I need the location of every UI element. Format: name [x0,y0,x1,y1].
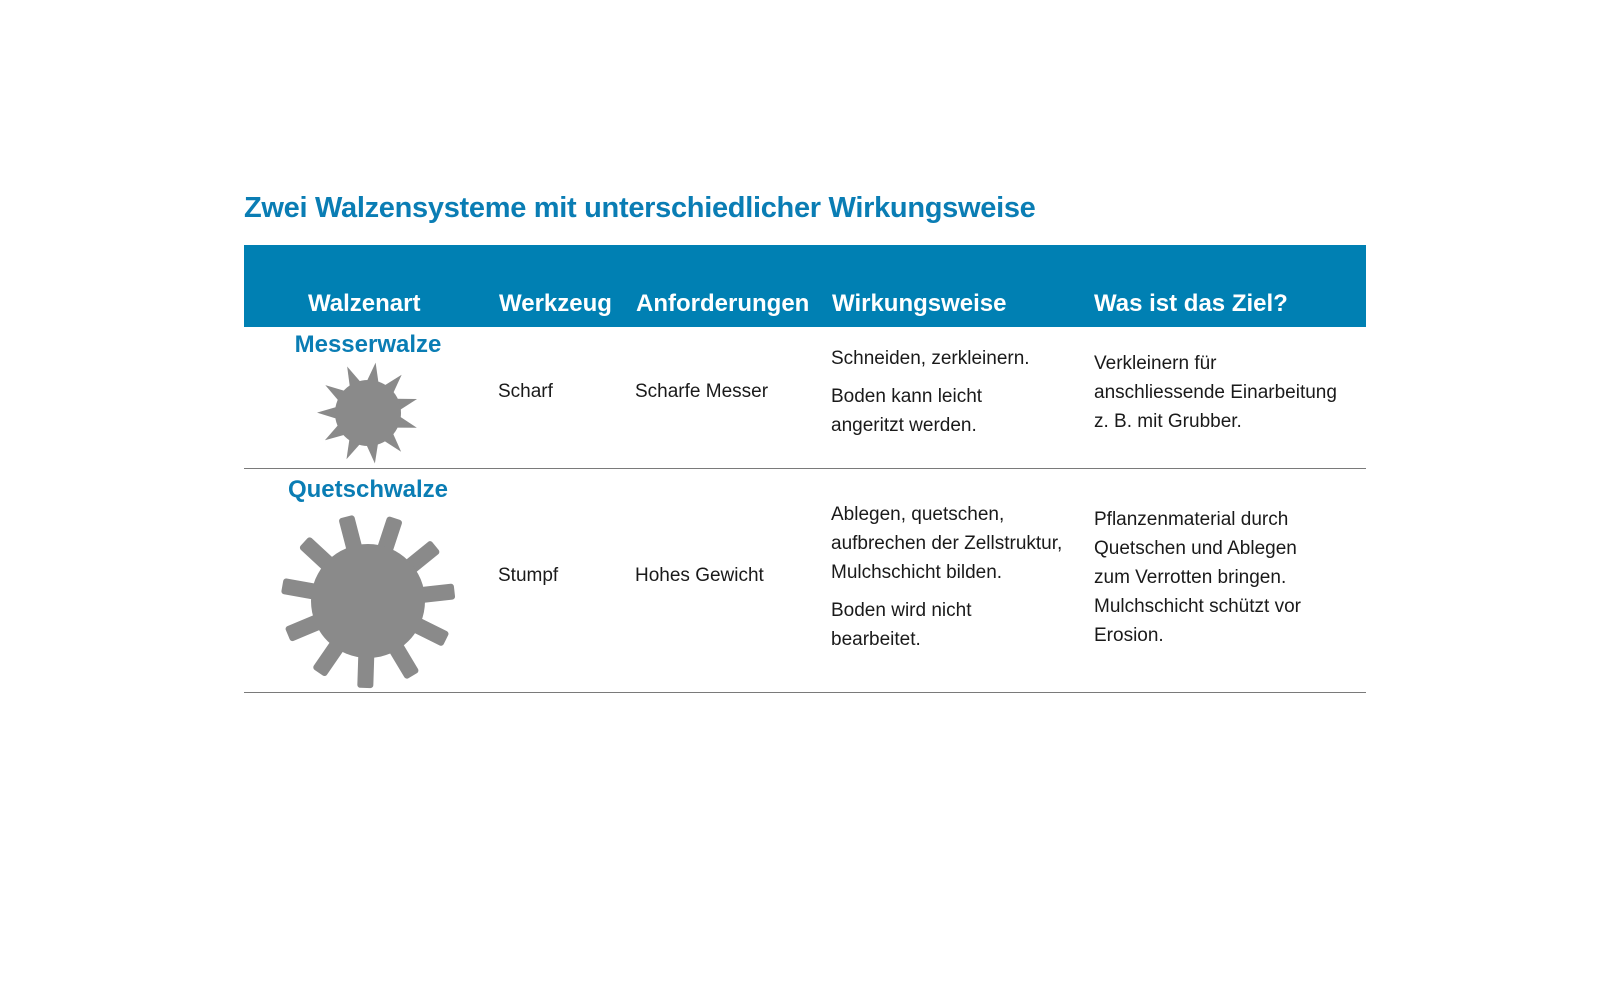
crimp-roller-body [311,544,425,658]
ziel-line: anschliessende Einarbeitung [1094,382,1337,403]
ziel-line: zum Verrotten bringen. [1094,567,1287,588]
table-header [244,245,1366,327]
comparison-table [244,245,1366,693]
header-walzenart: Walzenart [308,290,421,317]
ziel-line: Verkleinern für [1094,353,1217,374]
wirkungsweise-text: Boden wird nicht bearbeitet. [831,600,972,650]
header-anforderungen: Anforderungen [636,290,810,317]
knife-roller-icon [316,361,420,465]
cell-wirkungsweise-quetschwalze [831,500,1062,654]
crimp-roller-icon [278,511,458,691]
wirkungsweise-text: Boden kann leicht angeritzt werden. [831,386,983,436]
page-title: Zwei Walzensysteme mit unterschiedlicher Wirkungsweise [244,192,1036,224]
ziel-line: z. B. mit Grubber. [1094,411,1242,432]
ziel-line: Mulchschicht schützt vor [1094,596,1301,617]
cell-wirkungsweise-messerwalze [831,344,1030,440]
table-row-messerwalze [244,327,1366,469]
roller-name-quetschwalze: Quetschwalze [287,476,449,503]
cell-werkzeug-quetschwalze: Stumpf [498,565,559,586]
ziel-line: Pflanzenmaterial durch [1094,509,1289,530]
cell-ziel-messerwalze [1094,349,1337,436]
cell-ziel-quetschwalze [1094,505,1301,650]
knife-spike [317,407,338,419]
wirkungsweise-text: Ablegen, quetschen, aufbrechen der Zellstruktur, Mulchschicht bilden. [831,504,1063,583]
wirkungsweise-text: Schneiden, zerkleinern. [831,348,1030,369]
knife-roller-body [335,380,401,446]
ziel-line: Quetschen und Ablegen [1094,538,1297,559]
header-wirkungsweise: Wirkungsweise [832,290,1007,317]
table-row-quetschwalze [244,469,1366,693]
roller-name-messerwalze: Messerwalze [294,331,442,358]
cell-anforderungen-messerwalze: Scharfe Messer [635,381,769,402]
cell-werkzeug-messerwalze: Scharf [498,381,553,402]
header-werkzeug: Werkzeug [499,290,612,317]
header-ziel: Was ist das Ziel? [1094,290,1288,317]
cell-anforderungen-quetschwalze: Hohes Gewicht [635,565,764,586]
ziel-line: Erosion. [1094,625,1164,646]
